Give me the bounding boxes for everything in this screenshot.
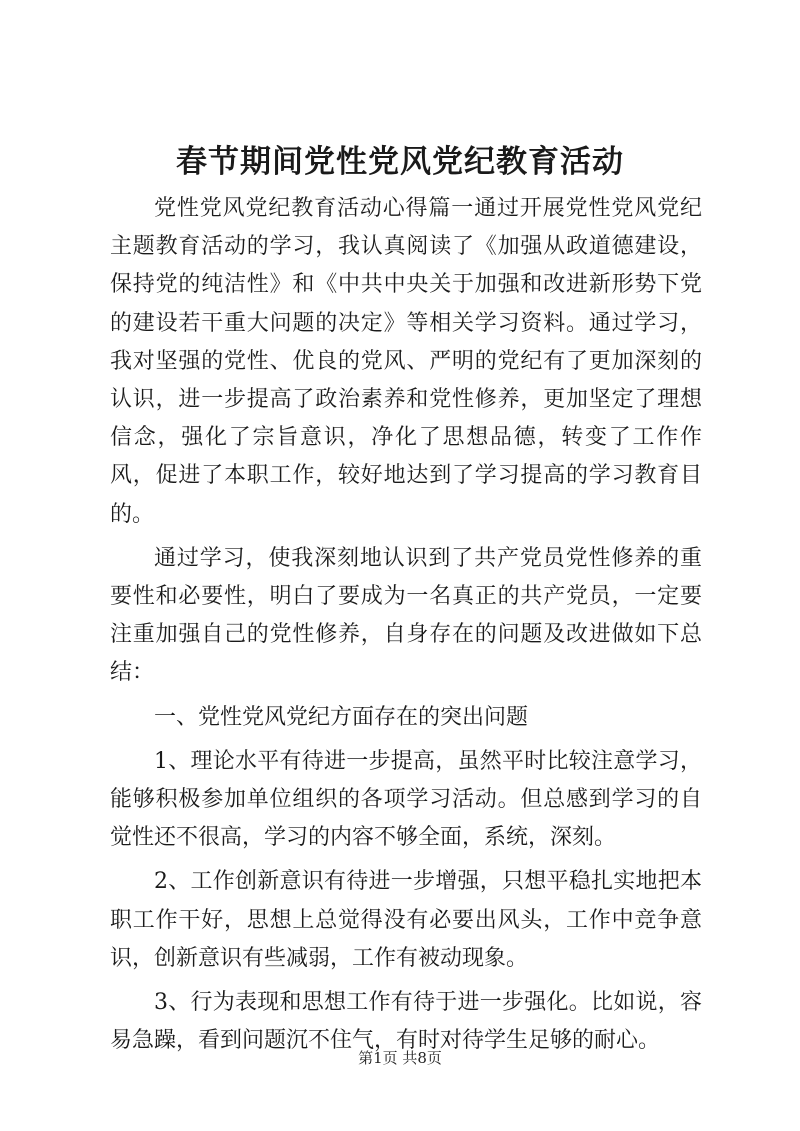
section-heading-1: 一、党性党风党纪方面存在的突出问题 — [154, 704, 529, 730]
document-title: 春节期间党性党风党纪教育活动 — [176, 144, 624, 180]
paragraph-1: 党性党风党纪教育活动心得篇一通过开展党性党风党纪主题教育活动的学习，我认真阅读了《加强从政道德建设，保持党的纯洁性》和《中共中央关于加强和改进新形势下党的建设若干重大问题的决定》等相关学习资料。通过学习，我对坚强的党性、优良的党风、严明的党纪有了更加深刻的认识，进一步提高了政治素养和党性修养，更加坚定了理想信念，强化了宗旨意识，净化了思想品德，转变了工作作风，促进了本职工作，较好地达到了学习提高的学习教育目的。 — [110, 196, 702, 527]
paragraph-2: 通过学习，使我深刻地认识到了共产党员党性修养的重要性和必要性，明白了要成为一名真正的共产党员，一定要注重加强自己的党性修养，自身存在的问题及改进做如下总结： — [110, 545, 702, 686]
page-footer: 第1页 共8页 — [358, 1049, 442, 1067]
document-body — [110, 190, 702, 1066]
paragraph-item-2: 2、工作创新意识有待进一步增强，只想平稳扎实地把本职工作干好，思想上总觉得没有必要出风头，工作中竞争意识，创新意识有些减弱，工作有被动现象。 — [110, 869, 702, 971]
paragraph-item-3: 3、行为表现和思想工作有待于进一步强化。比如说，容易急躁，看到问题沉不住气，有时对待学生足够的耐心。 — [110, 990, 702, 1054]
paragraph-item-1: 1、理论水平有待进一步提高，虽然平时比较注意学习，能够积极参加单位组织的各项学习活动。但总感到学习的自觉性还不很高，学习的内容不够全面，系统，深刻。 — [110, 748, 702, 851]
